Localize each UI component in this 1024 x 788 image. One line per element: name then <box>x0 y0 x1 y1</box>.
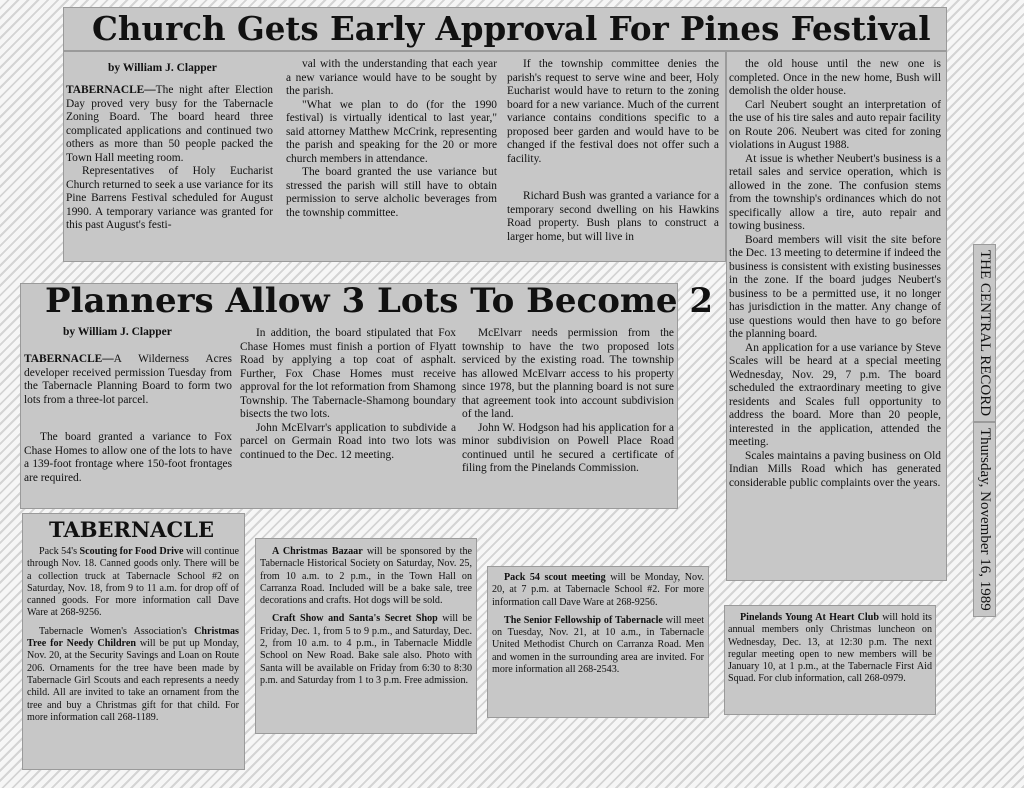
paragraph-text: John McElvarr's application to subdivide a parcel on Germain Road into two lots was continued to the Dec. 12 meeting. <box>240 421 456 461</box>
pinelands-briefs: Pinelands Young At Heart Club will hold its annual members only Christmas luncheon on Wednesday, Dec. 13, at 12:30 p.m. The next regular meeting open to new members will be January 10, at 1 p.m., at the Tabernacle First Aid Squad. For club information, call 268-0979. <box>728 612 932 685</box>
paragraph-text: The board granted the use variance but stressed the parish will still have to obtain permission to serve alcholic beverages from the township committee. <box>286 166 497 219</box>
paragraph <box>286 99 497 167</box>
paragraph-text: the old house until the new one is completed. Once in the new home, Bush will demolish the older house. <box>729 58 941 97</box>
tabernacle-heading: TABERNACLE <box>49 517 214 542</box>
article2-column-1 <box>24 353 232 503</box>
paragraph-text: At issue is whether Neubert's business is a retail sales and service operation, which is allowed in the zone. The confusion stems from the township's ordinances which do not specifically allow a tire, auto repair and towing business. <box>729 152 941 232</box>
article1-column-1 <box>66 84 273 262</box>
dateline: TABERNACLE— <box>66 84 156 96</box>
paragraph-text: val with the understanding that each year a new variance would have to be sought by the parish. <box>286 58 497 97</box>
paragraph <box>729 234 941 342</box>
paragraph <box>286 166 497 220</box>
paragraph <box>507 190 719 244</box>
paragraph <box>729 342 941 450</box>
paragraph <box>240 327 456 422</box>
paragraph-text: John W. Hodgson had his application for a minor subdivision on Powell Place Road continued until he secured a certificate of filing from the Pinelands Commission. <box>462 421 674 474</box>
article1-column-4 <box>729 58 941 578</box>
paragraph-text: In addition, the board stipulated that Fox Chase Homes must finish a portion of Flyatt Road by applying a top coat of asphalt. Further, Fox Chase Homes must receive approval for the lot reformation from Shamong Township. The Tabernacle-Shamong boundary bisects the two lots. <box>240 327 456 420</box>
paragraph <box>462 327 674 422</box>
article1-column-2 <box>286 58 497 262</box>
paragraph-text: An application for a use variance by Steve Scales will be heard at a special meeting Wednesday, Nov. 29, 7 p.m. The board scheduled the extraordinary meeting to give residents and Scales full opportunity to address the board. More than 20 people, interested in the application, attended the meeting. <box>729 341 941 448</box>
article2-byline: by William J. Clapper <box>63 326 172 338</box>
paragraph <box>729 153 941 234</box>
article1-headline: Church Gets Early Approval For Pines Festival <box>92 9 931 48</box>
paragraph <box>240 422 456 463</box>
paragraph-text: Representatives of Holy Eucharist Church returned to seek a use variance for its Pine Barrens Festival scheduled for August 1990. A temporary variance was granted for this past August's festi- <box>66 165 273 231</box>
paragraph-text: "What we plan to do (for the 1990 festival) is virtually identical to last year," said attorney Matthew McCrink, representing the parish and speaking for the 20 or more church members in attendance. <box>286 98 497 165</box>
scout-briefs: Pack 54 scout meeting will be Monday, Nov. 20, at 7 p.m. at Tabernacle School #2. For more information call Dave Ware at 268-9256. The Senior Fellowship of Tabernacle will meet on Tuesday, Nov. 21, at 10 a.m., in Tabernacle United Methodist Church on Carranza Road. Men and women in the surrounding area are invited. For more information all 268-2543. <box>492 572 704 676</box>
paragraph <box>286 58 497 99</box>
paragraph-text: Board members will visit the site before the Dec. 13 meeting to determine if indeed the business is consistent with existing businesses in the zone. If the board judges Neubert's business to be a permitted use, it no longer has jurisdiction in the matter. Any change of use questions would then have to go before the planning board. <box>729 233 941 340</box>
paragraph-text: A Wilderness Acres developer received permission Tuesday from the Tabernacle Planning Board to form two lots from a three-lot parcel. <box>24 353 232 406</box>
paragraph <box>729 450 941 491</box>
paragraph <box>507 58 719 166</box>
publication-name: THE CENTRAL RECORD <box>973 244 996 422</box>
paragraph <box>24 353 232 407</box>
article2-column-2 <box>240 327 456 503</box>
article2-headline: Planners Allow 3 Lots To Become 2 <box>45 281 713 321</box>
paragraph-text: Scales maintains a paving business on Old Indian Mills Road which has generated considerable public complaints over the years. <box>729 449 941 489</box>
paragraph <box>462 422 674 476</box>
paragraph-text: Carl Neubert sought an interpretation of the use of his tire sales and auto repair facility on Route 206. Neubert was cited for zoning violations in August 1988. <box>729 98 941 151</box>
paragraph-text: If the township committee denies the parish's request to serve wine and beer, Holy Eucharist would have to return to the zoning board for a new variance. Much of the current variance contains conditions specific to a proposed beer garden and would have to be changed if the festival does not offer such a facility. <box>507 58 719 165</box>
paragraph <box>729 58 941 99</box>
article1-column-3 <box>507 58 719 262</box>
paragraph-text: The night after Election Day proved very busy for the Tabernacle Zoning Board. The board heard three complicated applications and continued two others as more than 50 people packed the Town Hall meeting room. <box>66 84 273 164</box>
publication-date: Thursday, November 16, 1989 <box>973 422 996 617</box>
paragraph <box>24 431 232 485</box>
article1-byline: by William J. Clapper <box>108 62 217 74</box>
article2-column-3 <box>462 327 674 503</box>
tabernacle-briefs: Pack 54's Scouting for Food Drive will continue through Nov. 18. Canned goods only. There will be a collection truck at Tabernacle School #2 on Saturday, Nov. 18, from 9 to 11 a.m. for drop off of canned goods. For more information call Dave Ware at 268-9256. Tabernacle Women's Association's Christmas Tree for Needy Children will be put up Monday, Nov. 20, at the Security Savings and Loan on Route 206. Ornaments for the tree have been made by Tabernacle Girl Scouts and each represents a needy child. All are invited to take an ornament from the tree and buy a Christmas gift for that child. For more information call 268-1189. <box>27 546 239 723</box>
paragraph-text: The board granted a variance to Fox Chase Homes to allow one of the lots to have a 139-foot frontage where 150-foot frontages are required. <box>24 431 232 484</box>
bazaar-briefs: A Christmas Bazaar will be sponsored by the Tabernacle Historical Society on Saturday, Nov. 25, from 10 a.m. to 2 p.m., in the Town Hall on Carranza Road. Included will be a bake sale, tree decorations and crafts. Hot dogs will be sold. Craft Show and Santa's Secret Shop will be Friday, Dec. 1, from 5 to 9 p.m., and Saturday, Dec. 2, from 10 a.m. to 4 p.m., in Tabernacle Middle School on New Road. Bake sale also. Photo with Santa will be available on Friday from 6:30 to 8:30 p.m. and Saturday from 1 to 3 p.m. Free admission. <box>260 546 472 686</box>
paragraph <box>66 165 273 233</box>
paragraph <box>729 99 941 153</box>
dateline: TABERNACLE— <box>24 353 114 365</box>
paragraph-text: Richard Bush was granted a variance for a temporary second dwelling on his Hawkins Road property. Bush plans to construct a larger home, but will live in <box>507 190 719 243</box>
paragraph-text: McElvarr needs permission from the township to have the two proposed lots serviced by the existing road. The township has allowed McElvarr access to his property since 1978, but the planning board is not sure that agreement took into account subdivision of the land. <box>462 327 674 420</box>
paragraph <box>66 84 273 165</box>
